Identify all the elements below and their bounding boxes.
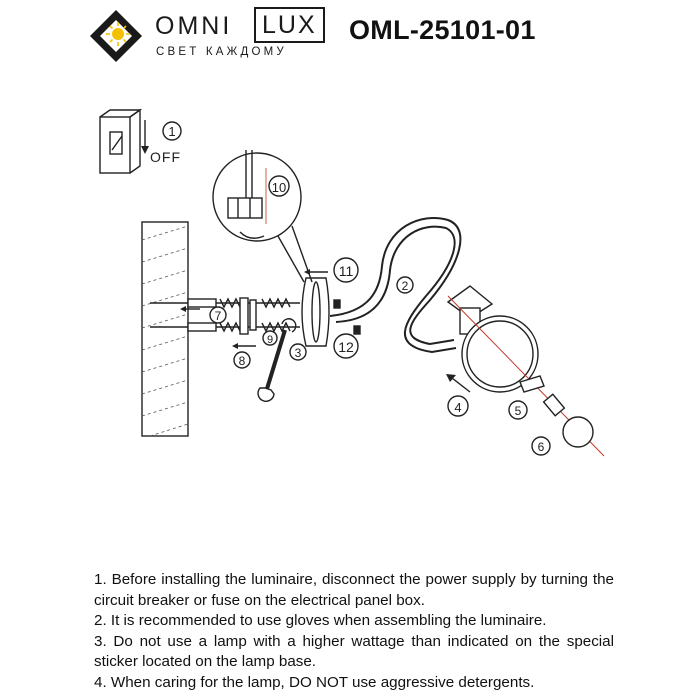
callout-8: 8 [238, 354, 246, 368]
callout-11: 11 [338, 263, 354, 279]
instruction-1: 1. Before installing the luminaire, disconnect the power supply by turning the circuit breaker or fuse on the electrical panel box. [94, 571, 614, 609]
callout-1: 1 [168, 124, 176, 139]
wrench-icon [258, 319, 296, 401]
callout-3: 3 [294, 346, 302, 360]
callout-10: 10 [271, 180, 287, 195]
lamp-shade [448, 286, 538, 392]
omnilux-logo-icon [88, 8, 144, 64]
lamp-arm [330, 218, 460, 352]
switch-off-label: OFF [150, 149, 181, 165]
callout-2: 2 [401, 279, 409, 293]
wall [142, 222, 188, 436]
callout-7: 7 [214, 309, 222, 323]
model-number: OML-25101-01 [349, 15, 536, 45]
instruction-4: 4. When caring for the lamp, DO NOT use aggressive detergents. [94, 673, 535, 691]
light-bulb-icon [544, 394, 593, 447]
brand-tagline: СВЕТ КАЖДОМУ [156, 46, 287, 58]
instruction-3: 3. Do not use a lamp with a higher wattage than indicated on the special sticker located on the lamp base. [94, 632, 614, 671]
brand-name-lux: LUX [254, 7, 325, 43]
callout-6: 6 [537, 440, 545, 454]
instruction-2: 2. It is recommended to use gloves when assembling the luminaire. [94, 612, 547, 630]
power-switch-icon [100, 110, 140, 173]
header [0, 0, 700, 80]
callout-5: 5 [514, 404, 522, 418]
callout-12: 12 [338, 339, 354, 355]
safety-instructions [94, 570, 614, 694]
installation-diagram [0, 90, 700, 560]
brand-name-omni: OMNI [155, 12, 233, 40]
callout-9: 9 [266, 334, 274, 346]
callout-4: 4 [454, 400, 462, 415]
